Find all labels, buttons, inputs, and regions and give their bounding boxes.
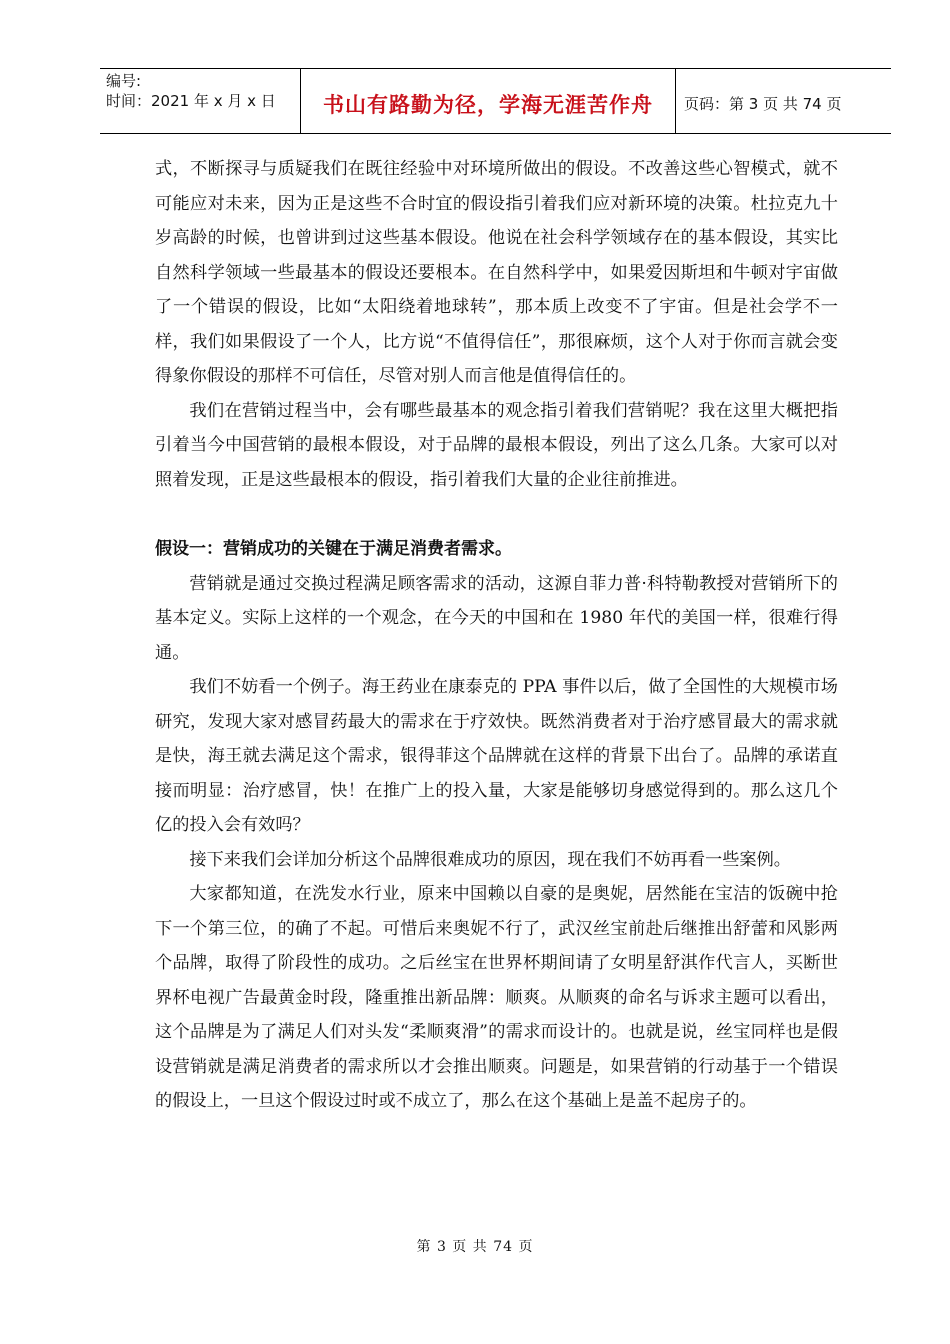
header-page-code: 页码：第 3 页 共 74 页 <box>684 94 842 113</box>
body-paragraph: 营销就是通过交换过程满足顾客需求的活动，这源自菲力普·科特勒教授对营销所下的基本定义。实际上这样的一个观念，在今天的中国和在 1980 年代的美国一样，很难行得通。 <box>155 573 838 663</box>
body-paragraph: 式，不断探寻与质疑我们在既往经验中对环境所做出的假设。不改善这些心智模式，就不可能应对未来，因为正是这些不合时宜的假设指引着我们应对新环境的决策。杜拉克九十岁高龄的时候，也曾讲到过这些基本假设。他说在社会科学领域存在的基本假设，其实比自然科学领域一些最基本的假设还要根本。在自然科学中，如果爱因斯坦和牛顿对宇宙做了一个错误的假设，比如“太阳绕着地球转”，那本质上改变不了宇宙。但是社会学不一样，我们如果假设了一个人，比方说“不值得信任”，那很麻烦，这个人对于你而言就会变得象你假设的那样不可信任，尽管对别人而言他是值得信任的。 <box>155 159 838 386</box>
section-heading: 假设一：营销成功的关键在于满足消费者需求。 <box>155 539 512 559</box>
body-paragraph: 大家都知道，在洗发水行业，原来中国赖以自豪的是奥妮，居然能在宝洁的饭碗中抢下一个第三位，的确了不起。可惜后来奥妮不行了，武汉丝宝前赴后继推出舒蕾和风影两个品牌，取得了阶段性的成功。之后丝宝在世界杯期间请了女明星舒淇作代言人，买断世界杯电视广告最黄金时段，隆重推出新品牌：顺爽。从顺爽的命名与诉求主题可以看出，这个品牌是为了满足人们对头发“柔顺爽滑”的需求而设计的。也就是说，丝宝同样也是假设营销就是满足消费者的需求所以才会推出顺爽。问题是，如果营销的行动基于一个错误的假设上，一旦这个假设过时或不成立了，那么在这个基础上是盖不起房子的。 <box>155 884 838 1111</box>
page-footer: 第 3 页 共 74 页 <box>416 1239 534 1255</box>
body-paragraph: 接下来我们会详加分析这个品牌很难成功的原因，现在我们不妨再看一些案例。 <box>189 849 791 870</box>
document-header <box>100 68 891 134</box>
header-meta-cell <box>100 69 301 133</box>
body-paragraph: 我们在营销过程当中，会有哪些最基本的观念指引着我们营销呢？我在这里大概把指引着当今中国营销的最根本假设，对于品牌的最根本假设，列出了这么几条。大家可以对照着发现，正是这些最根本的假设，指引着我们大量的企业往前推进。 <box>155 400 838 490</box>
paragraph-spacer <box>155 497 838 532</box>
document-body <box>155 152 838 1119</box>
document-date: 时间：2021 年 x 月 x 日 <box>106 92 276 110</box>
document-number-label: 编号: <box>106 72 142 90</box>
header-motto: 书山有路勤为径，学海无涯苦作舟 <box>301 69 676 133</box>
body-paragraph: 我们不妨看一个例子。海王药业在康泰克的 PPA 事件以后，做了全国性的大规模市场研究，发现大家对感冒药最大的需求在于疗效快。既然消费者对于治疗感冒最大的需求就是快，海王就去满足这个需求，银得菲这个品牌就在这样的背景下出台了。品牌的承诺直接而明显：治疗感冒，快！在推广上的投入量，大家是能够切身感觉得到的。那么这几个亿的投入会有效吗？ <box>155 677 838 835</box>
